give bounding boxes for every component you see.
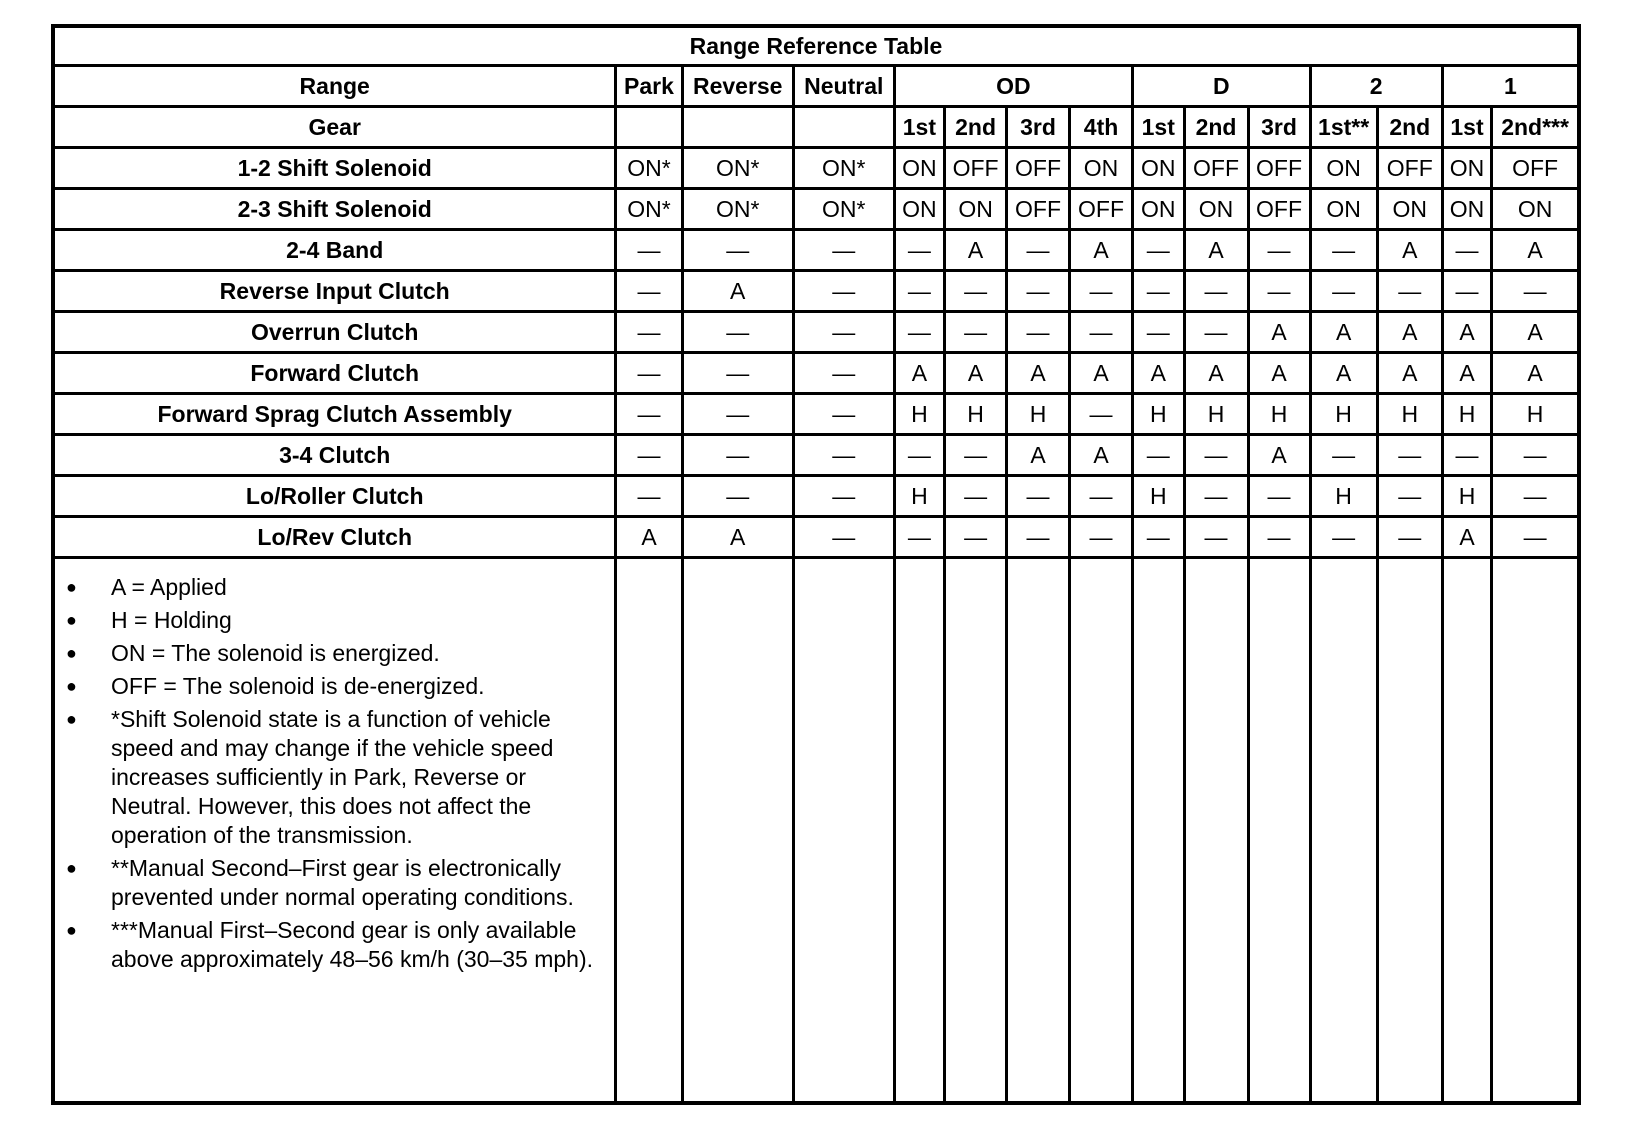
notes-blank-cell <box>793 558 894 1104</box>
table-cell: A <box>682 517 793 558</box>
gear-header-cell: 2nd*** <box>1492 107 1579 148</box>
gear-header-row <box>53 107 1579 148</box>
range-reference-table <box>51 24 1581 1105</box>
table-cell: — <box>1070 476 1133 517</box>
table-cell: ON* <box>682 189 793 230</box>
row-label: 2-4 Band <box>53 230 616 271</box>
table-cell: ON* <box>793 148 894 189</box>
table-cell: OFF <box>1248 148 1310 189</box>
table-cell: — <box>793 230 894 271</box>
table-cell: H <box>1377 394 1442 435</box>
table-cell: — <box>945 271 1007 312</box>
table-cell: — <box>1310 435 1377 476</box>
table-cell: — <box>616 271 682 312</box>
table-cell: OFF <box>1248 189 1310 230</box>
table-cell: OFF <box>1184 148 1248 189</box>
table-cell: H <box>894 476 944 517</box>
table-cell: — <box>1492 435 1579 476</box>
row-label: 2-3 Shift Solenoid <box>53 189 616 230</box>
table-row <box>53 230 1579 271</box>
table-cell: H <box>894 394 944 435</box>
table-cell: H <box>1248 394 1310 435</box>
table-cell: — <box>616 312 682 353</box>
notes-blank-cell <box>1184 558 1248 1104</box>
gear-header-cell: 3rd <box>1007 107 1070 148</box>
table-cell: — <box>1133 230 1184 271</box>
table-cell: H <box>1007 394 1070 435</box>
table-title-row <box>53 26 1579 66</box>
table-cell: — <box>1184 476 1248 517</box>
table-cell: — <box>616 435 682 476</box>
table-cell: — <box>682 353 793 394</box>
table-cell: A <box>1184 230 1248 271</box>
table-cell: — <box>1442 435 1491 476</box>
table-cell: — <box>894 312 944 353</box>
table-row <box>53 312 1579 353</box>
range-group-header: OD <box>894 66 1132 107</box>
table-cell: A <box>1070 435 1133 476</box>
table-cell: A <box>894 353 944 394</box>
table-cell: A <box>1492 230 1579 271</box>
range-group-header: 1 <box>1442 66 1579 107</box>
gear-header-cell <box>616 107 682 148</box>
row-label: 3-4 Clutch <box>53 435 616 476</box>
table-cell: ON <box>1133 189 1184 230</box>
table-cell: — <box>1492 271 1579 312</box>
table-cell: A <box>1248 435 1310 476</box>
table-cell: A <box>1377 230 1442 271</box>
table-cell: A <box>1070 353 1133 394</box>
table-cell: OFF <box>1070 189 1133 230</box>
row-label: Overrun Clutch <box>53 312 616 353</box>
notes-blank-cell <box>894 558 944 1104</box>
table-cell: — <box>945 435 1007 476</box>
table-cell: — <box>1492 476 1579 517</box>
table-cell: A <box>616 517 682 558</box>
range-header-row <box>53 66 1579 107</box>
table-cell: — <box>1248 230 1310 271</box>
table-cell: — <box>1248 476 1310 517</box>
note-text: *Shift Solenoid state is a function of vehicle speed and may change if the vehicle speed increases sufficiently in Park, Reverse or Neutral. However, this does not affect the operation of the transmission. <box>111 706 554 848</box>
table-cell: — <box>1007 517 1070 558</box>
bullet-icon: ● <box>66 858 77 878</box>
table-cell: H <box>1310 476 1377 517</box>
table-cell: ON <box>1070 148 1133 189</box>
gear-header-cell: 1st <box>1442 107 1491 148</box>
range-group-header: 2 <box>1310 66 1442 107</box>
table-row <box>53 476 1579 517</box>
range-group-header: D <box>1133 66 1310 107</box>
table-cell: H <box>1492 394 1579 435</box>
table-cell: ON* <box>793 189 894 230</box>
table-cell: — <box>1070 517 1133 558</box>
table-cell: ON* <box>616 148 682 189</box>
gear-header-cell: 1st** <box>1310 107 1377 148</box>
table-row <box>53 271 1579 312</box>
gear-header-cell: 4th <box>1070 107 1133 148</box>
table-row <box>53 189 1579 230</box>
gear-header-cell: 3rd <box>1248 107 1310 148</box>
table-cell: — <box>1377 271 1442 312</box>
row-label: Reverse Input Clutch <box>53 271 616 312</box>
row-label: 1-2 Shift Solenoid <box>53 148 616 189</box>
notes-blank-cell <box>1133 558 1184 1104</box>
row-label: Forward Sprag Clutch Assembly <box>53 394 616 435</box>
gear-header-cell: 1st <box>1133 107 1184 148</box>
bullet-icon: ● <box>66 643 77 663</box>
table-cell: — <box>616 394 682 435</box>
table-cell: — <box>793 476 894 517</box>
note-item <box>66 854 604 912</box>
table-cell: ON <box>894 189 944 230</box>
table-cell: A <box>1310 312 1377 353</box>
table-cell: — <box>1007 476 1070 517</box>
table-cell: — <box>1070 394 1133 435</box>
table-cell: OFF <box>1377 148 1442 189</box>
row-label: Forward Clutch <box>53 353 616 394</box>
table-cell: — <box>793 435 894 476</box>
notes-blank-cell <box>1070 558 1133 1104</box>
table-cell: — <box>1492 517 1579 558</box>
bullet-icon: ● <box>66 610 77 630</box>
table-cell: — <box>682 312 793 353</box>
table-cell: A <box>1133 353 1184 394</box>
table-cell: — <box>682 394 793 435</box>
table-cell: H <box>1442 476 1491 517</box>
table-cell: — <box>1070 312 1133 353</box>
note-text: **Manual Second–First gear is electronically prevented under normal operating conditions. <box>111 855 574 910</box>
table-row <box>53 517 1579 558</box>
note-item <box>66 916 604 974</box>
note-text: A = Applied <box>111 574 227 600</box>
table-cell: A <box>1377 312 1442 353</box>
table-cell: OFF <box>1007 148 1070 189</box>
bullet-icon: ● <box>66 577 77 597</box>
note-text: H = Holding <box>111 607 232 633</box>
table-cell: A <box>1184 353 1248 394</box>
table-cell: — <box>682 230 793 271</box>
range-group-header: Neutral <box>793 66 894 107</box>
note-item <box>66 705 604 850</box>
table-cell: — <box>1442 230 1491 271</box>
table-cell: — <box>945 476 1007 517</box>
table-cell: — <box>945 312 1007 353</box>
gear-header-cell: 2nd <box>1377 107 1442 148</box>
table-cell: ON <box>1442 148 1491 189</box>
notes-blank-cell <box>945 558 1007 1104</box>
table-cell: A <box>1442 517 1491 558</box>
range-reference-table-container <box>51 24 1581 1105</box>
table-cell: ON <box>1184 189 1248 230</box>
gear-header-cell: 2nd <box>945 107 1007 148</box>
bullet-icon: ● <box>66 676 77 696</box>
table-cell: A <box>945 353 1007 394</box>
note-item <box>66 672 604 701</box>
table-cell: ON <box>1492 189 1579 230</box>
note-item <box>66 606 604 635</box>
note-item <box>66 639 604 668</box>
table-cell: ON <box>1133 148 1184 189</box>
table-cell: — <box>1310 230 1377 271</box>
table-cell: A <box>682 271 793 312</box>
table-cell: A <box>1442 353 1491 394</box>
table-cell: — <box>793 353 894 394</box>
gear-header-cell: 2nd <box>1184 107 1248 148</box>
table-cell: A <box>1492 353 1579 394</box>
table-cell: — <box>1377 435 1442 476</box>
table-cell: — <box>793 312 894 353</box>
table-cell: — <box>1133 271 1184 312</box>
table-cell: — <box>1133 435 1184 476</box>
table-cell: — <box>616 230 682 271</box>
note-text: ON = The solenoid is energized. <box>111 640 440 666</box>
gear-header-cell <box>682 107 793 148</box>
note-text: OFF = The solenoid is de-energized. <box>111 673 485 699</box>
table-cell: — <box>1133 312 1184 353</box>
table-cell: — <box>1070 271 1133 312</box>
table-cell: — <box>793 271 894 312</box>
table-cell: OFF <box>1492 148 1579 189</box>
range-header-label: Range <box>53 66 616 107</box>
bullet-icon: ● <box>66 709 77 729</box>
table-cell: A <box>1007 353 1070 394</box>
table-cell: OFF <box>945 148 1007 189</box>
table-row <box>53 394 1579 435</box>
table-row <box>53 148 1579 189</box>
table-cell: H <box>1310 394 1377 435</box>
table-cell: ON* <box>682 148 793 189</box>
row-label: Lo/Roller Clutch <box>53 476 616 517</box>
table-cell: — <box>1442 271 1491 312</box>
table-cell: — <box>793 517 894 558</box>
table-cell: — <box>894 271 944 312</box>
bullet-icon: ● <box>66 920 77 940</box>
table-cell: ON <box>894 148 944 189</box>
table-cell: A <box>1007 435 1070 476</box>
table-cell: A <box>1377 353 1442 394</box>
table-cell: ON <box>1310 189 1377 230</box>
table-cell: — <box>1007 230 1070 271</box>
table-cell: — <box>1377 476 1442 517</box>
table-cell: — <box>616 353 682 394</box>
notes-blank-cell <box>1442 558 1491 1104</box>
range-group-header: Park <box>616 66 682 107</box>
row-label: Lo/Rev Clutch <box>53 517 616 558</box>
notes-list <box>55 559 614 974</box>
table-cell: — <box>1248 271 1310 312</box>
table-cell: A <box>1442 312 1491 353</box>
table-cell: OFF <box>1007 189 1070 230</box>
table-cell: H <box>1442 394 1491 435</box>
note-item <box>66 573 604 602</box>
table-cell: — <box>1133 517 1184 558</box>
table-title: Range Reference Table <box>53 26 1579 66</box>
notes-blank-cell <box>1007 558 1070 1104</box>
table-cell: — <box>1184 517 1248 558</box>
table-cell: A <box>1248 353 1310 394</box>
gear-header-label: Gear <box>53 107 616 148</box>
table-cell: — <box>894 435 944 476</box>
notes-blank-cell <box>1248 558 1310 1104</box>
table-cell: H <box>1133 394 1184 435</box>
table-cell: — <box>1310 271 1377 312</box>
range-group-header: Reverse <box>682 66 793 107</box>
table-cell: A <box>1070 230 1133 271</box>
table-cell: — <box>1007 312 1070 353</box>
table-cell: A <box>1492 312 1579 353</box>
table-cell: — <box>1184 312 1248 353</box>
table-cell: — <box>1007 271 1070 312</box>
table-cell: — <box>1248 517 1310 558</box>
table-cell: — <box>1184 271 1248 312</box>
table-cell: — <box>616 476 682 517</box>
table-cell: — <box>682 476 793 517</box>
table-cell: — <box>894 517 944 558</box>
notes-cell <box>53 558 616 1104</box>
notes-blank-cell <box>682 558 793 1104</box>
table-cell: ON <box>1377 189 1442 230</box>
table-row <box>53 353 1579 394</box>
table-cell: — <box>1184 435 1248 476</box>
table-cell: — <box>1310 517 1377 558</box>
gear-header-cell: 1st <box>894 107 944 148</box>
table-cell: A <box>945 230 1007 271</box>
notes-blank-cell <box>1492 558 1579 1104</box>
table-cell: ON* <box>616 189 682 230</box>
table-cell: A <box>1310 353 1377 394</box>
table-row <box>53 435 1579 476</box>
table-cell: H <box>1184 394 1248 435</box>
notes-blank-cell <box>616 558 682 1104</box>
table-cell: ON <box>1442 189 1491 230</box>
gear-header-cell <box>793 107 894 148</box>
notes-row <box>53 558 1579 1104</box>
notes-blank-cell <box>1310 558 1377 1104</box>
table-cell: ON <box>945 189 1007 230</box>
table-cell: — <box>682 435 793 476</box>
table-cell: H <box>945 394 1007 435</box>
table-cell: — <box>894 230 944 271</box>
table-cell: A <box>1248 312 1310 353</box>
table-cell: ON <box>1310 148 1377 189</box>
note-text: ***Manual First–Second gear is only available above approximately 48–56 km/h (30–35 mph). <box>111 917 594 972</box>
notes-blank-cell <box>1377 558 1442 1104</box>
table-cell: — <box>1377 517 1442 558</box>
table-cell: H <box>1133 476 1184 517</box>
table-cell: — <box>793 394 894 435</box>
table-cell: — <box>945 517 1007 558</box>
